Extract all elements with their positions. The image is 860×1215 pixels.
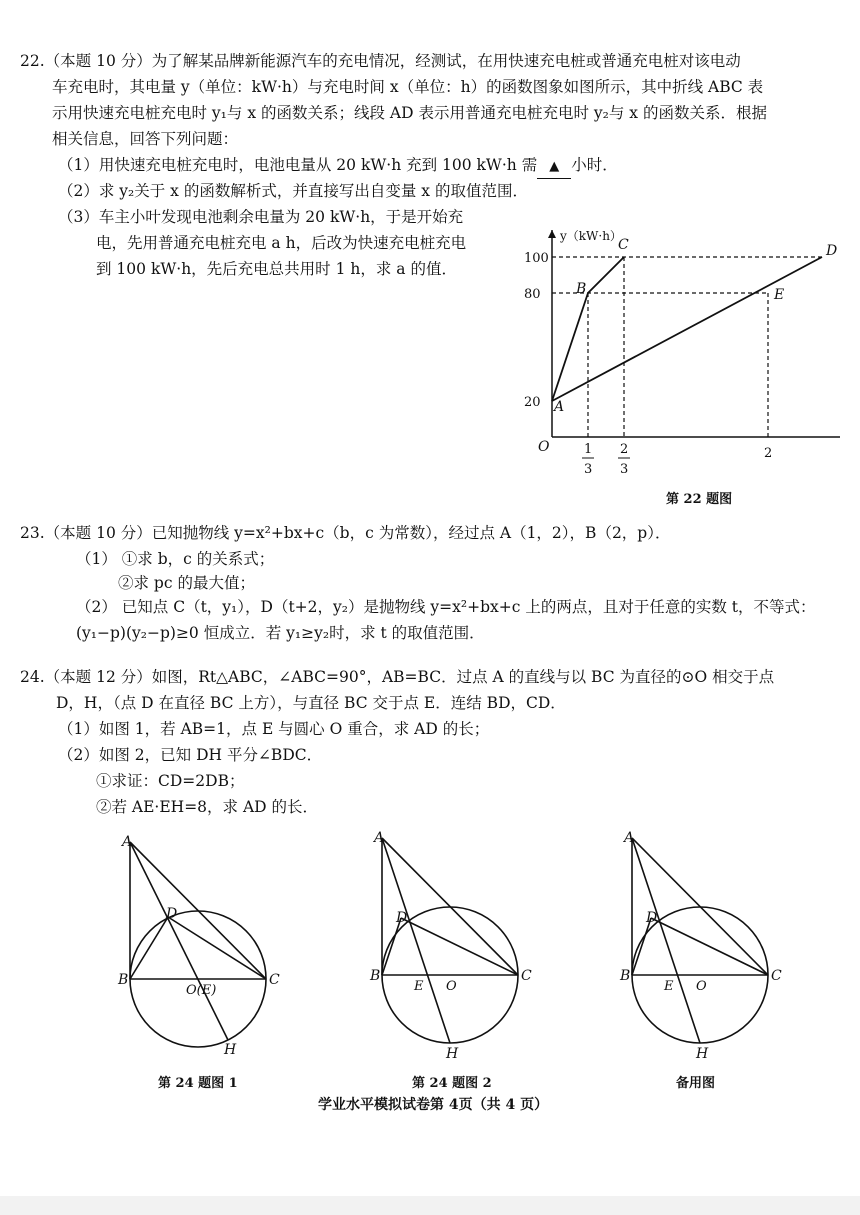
q24-spare-figure-caption: 备用图: [676, 1076, 716, 1091]
point-label-b: B: [575, 281, 587, 297]
label-e: E: [664, 979, 674, 994]
q22-line-4: 相关信息，回答下列问题：: [52, 130, 239, 148]
q24-part-2: （2）如图 2，已知 DH 平分∠BDC．: [58, 746, 323, 764]
q23-part-1-a: （1） ①求 b，c 的关系式；: [76, 550, 275, 568]
q22-part-1: [58, 154, 618, 179]
y-tick-100: 100: [524, 251, 549, 266]
q24-figure-2: [362, 822, 542, 1070]
y-tick-80: 80: [524, 287, 541, 302]
q22-part-2: （2）求 y₂关于 x 的函数解析式，并直接写出自变量 x 的取值范围．: [58, 182, 528, 200]
label-c: C: [521, 968, 532, 984]
point-label-d: D: [826, 243, 838, 259]
label-o: O: [696, 979, 707, 994]
y-axis-arrow: [548, 230, 556, 238]
q24-part-1: （1）如图 1，若 AB=1，点 E 与圆心 O 重合，求 AD 的长；: [58, 720, 490, 738]
q24-spare-figure: [612, 822, 792, 1070]
label-h: H: [224, 1042, 237, 1058]
x-tick-num-1: 2: [620, 442, 629, 457]
label-c: C: [269, 972, 280, 988]
label-b: B: [370, 968, 381, 984]
segment-ac: [382, 838, 518, 975]
series-ad: [552, 257, 822, 401]
label-h: H: [446, 1046, 459, 1062]
label-d: D: [396, 910, 408, 926]
label-o-e: O(E): [186, 983, 217, 998]
label-d: D: [646, 910, 658, 926]
label-a: A: [624, 830, 635, 846]
x-tick-den-0: 3: [584, 462, 593, 477]
q23-line-1: 23.（本题 10 分）已知抛物线 y=x²+bx+c（b，c 为常数），经过点 A（1，2），B（2，p）．: [20, 524, 671, 542]
label-b: B: [620, 968, 631, 984]
segment-ac: [130, 842, 266, 979]
point-label-e: E: [774, 287, 785, 303]
segment-bd: [632, 918, 651, 975]
q23-part-1-b: ②求 pc 的最大值；: [118, 574, 255, 592]
q24-figure-1: [110, 822, 290, 1070]
q22-line-3: 示用快速充电桩充电时 y₁与 x 的函数关系；线段 AD 表示用普通充电桩充电时 y₂与 x 的函数关系．根据: [52, 104, 767, 122]
q22-part-1-suffix: 小时．: [571, 156, 618, 174]
q24-line-1: 24.（本题 12 分）如图，Rt△ABC，∠ABC=90°，AB=BC．过点 A 的直线与以 BC 为直径的⊙O 相交于点: [20, 668, 775, 686]
q22-part-3-line-1: （3）车主小叶发现电池剩余电量为 20 kW·h，于是开始充: [58, 208, 464, 226]
segment-bd: [382, 918, 401, 975]
label-e: E: [414, 979, 424, 994]
x-tick-den-1: 3: [620, 462, 629, 477]
q22-figure-caption: 第 22 题图: [666, 492, 733, 507]
q23-part-2-line-1: （2） 已知点 C（t，y₁），D（t+2，y₂）是抛物线 y=x²+bx+c 上的两点，且对于任意的实数 t，不等式：: [76, 598, 816, 616]
q22-part-1-text: （1）用快速充电桩充电时，电池电量从 20 kW·h 充到 100 kW·h 需: [58, 156, 538, 174]
q24-part-2-b: ②若 AE·EH=8，求 AD 的长．: [96, 798, 319, 816]
label-d: D: [166, 906, 178, 922]
q24-part-2-a: ①求证：CD=2DB；: [96, 772, 245, 790]
answer-blank: [537, 154, 571, 179]
x-tick-2: 2: [764, 446, 773, 461]
q22-line-1: 22.（本题 10 分）为了解某品牌新能源汽车的充电情况，经测试，在用快速充电桩或普通充电桩对该电动: [20, 52, 741, 70]
q23-part-2-line-2: (y₁−p)(y₂−p)≥0 恒成立．若 y₁≥y₂时，求 t 的取值范围．: [76, 624, 485, 642]
y-axis-label: y（kW·h）: [560, 229, 622, 243]
q22-part-3-line-3: 到 100 kW·h，先后充电总共用时 1 h，求 a 的值．: [96, 260, 457, 278]
q24-figure-1-caption: 第 24 题图 1: [158, 1076, 238, 1091]
bottom-strip: [0, 1196, 860, 1215]
point-label-c: C: [618, 237, 629, 253]
y-tick-20: 20: [524, 395, 541, 410]
q24-line-2: D，H，（点 D 在直径 BC 上方），与直径 BC 交于点 E．连结 BD，CD．: [56, 694, 566, 712]
line-ah: [130, 842, 228, 1040]
x-tick-num-0: 1: [584, 442, 593, 457]
page-footer: 学业水平模拟试卷第 4页（共 4 页）: [318, 1097, 549, 1113]
q22-part-3-line-2: 电，先用普通充电桩充电 a h，后改为快速充电桩充电: [96, 234, 467, 252]
segment-bd: [130, 917, 168, 979]
segment-ac: [632, 838, 768, 975]
origin-label: O: [538, 439, 550, 455]
point-label-a: A: [554, 399, 565, 415]
triangle-mark: ▲: [549, 159, 560, 174]
label-c: C: [771, 968, 782, 984]
q22-function-graph: [520, 205, 840, 485]
label-a: A: [122, 834, 133, 850]
label-b: B: [118, 972, 129, 988]
q24-figure-2-caption: 第 24 题图 2: [412, 1076, 492, 1091]
q22-line-2: 车充电时，其电量 y（单位：kW·h）与充电时间 x（单位：h）的函数图象如图所示，其中折线 ABC 表: [52, 78, 764, 96]
label-a: A: [374, 830, 385, 846]
label-h: H: [696, 1046, 709, 1062]
label-o: O: [446, 979, 457, 994]
